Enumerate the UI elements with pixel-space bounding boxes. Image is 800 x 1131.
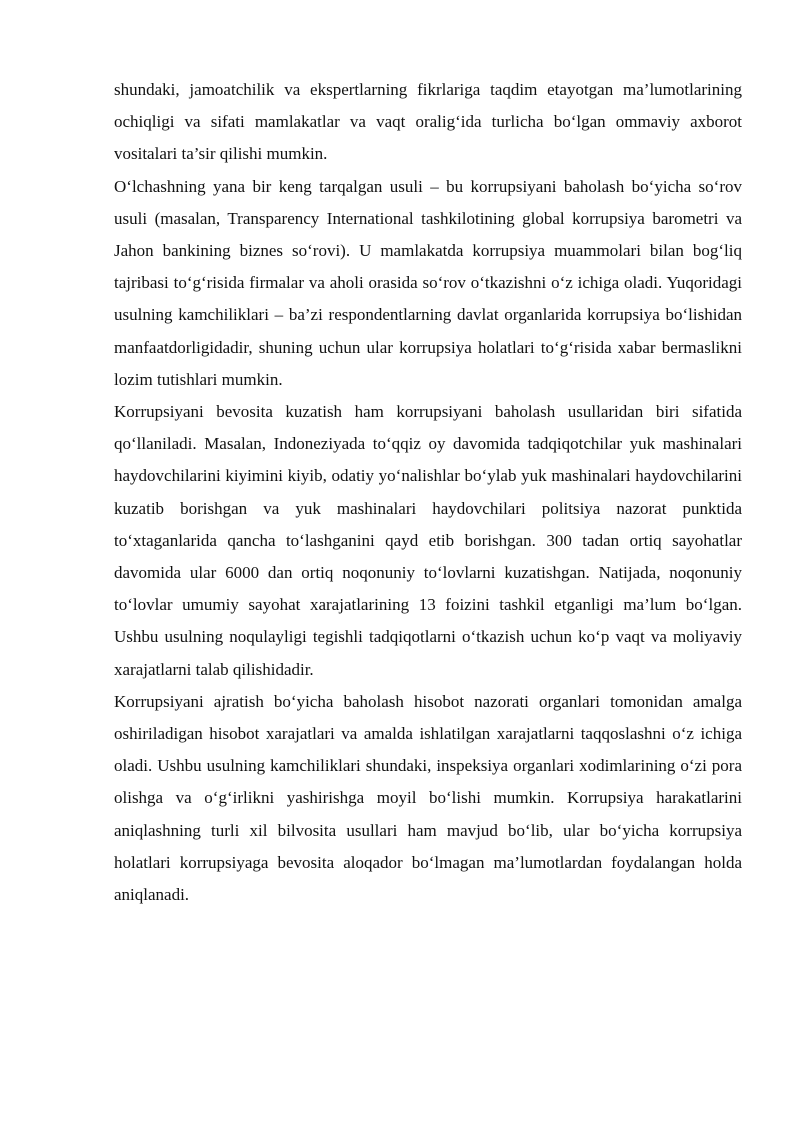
paragraph-2: O‘lchashning yana bir keng tarqalgan usuli – bu korrupsiyani baholash bo‘yicha so‘rov usuli (masalan, Transparency International tashkilotining global korrupsiya barometri va Jahon bankining biznes so‘rovi). U mamlakatda korrupsiya muammolari bilan bog‘liq tajribasi to‘g‘risida firmalar va aholi orasida so‘rov o‘tkazishni o‘z ichiga oladi. Yuqoridagi usulning kamchiliklari – ba’zi respondentlarning davlat organlarida korrupsiya bo‘lishidan manfaatdorligidadir, shuning uchun ular korrupsiya holatlari to‘g‘risida xabar bermaslikni lozim tutishlari mumkin. [114, 176, 742, 389]
paragraph-1: shundaki, jamoatchilik va ekspertlarning fikrlariga taqdim etayotgan ma’lumotlarining ochiqligi va sifati mamlakatlar va vaqt oralig‘ida turlicha bo‘lgan ommaviy axborot vositalari ta’sir qilishi mumkin. [114, 80, 742, 164]
document-body [114, 74, 742, 911]
paragraph-3: Korrupsiyani bevosita kuzatish ham korrupsiyani baholash usullaridan biri sifatida qo‘llaniladi. Masalan, Indoneziyada to‘qqiz oy davomida tadqiqotchilar yuk mashinalari haydovchilarini kiyimini kiyib, odatiy yo‘nalishlar bo‘ylab yuk mashinalari haydovchilarini kuzatib borishgan va yuk mashinalari haydovchilari politsiya nazorat punktida to‘xtaganlarida qancha to‘lashganini qayd etib borishgan. 300 tadan ortiq sayohatlar davomida ular 6000 dan ortiq noqonuniy to‘lovlarni kuzatishgan. Natijada, noqonuniy to‘lovlar umumiy sayohat xarajatlarining 13 foizini tashkil etganligi ma’lum bo‘lgan. Ushbu usulning noqulayligi tegishli tadqiqotlarni o‘tkazish uchun ko‘p vaqt va moliyaviy xarajatlarni talab qilishidadir. [114, 402, 742, 679]
paragraph-4: Korrupsiyani ajratish bo‘yicha baholash hisobot nazorati organlari tomonidan amalga oshiriladigan hisobot xarajatlari va amalda ishlatilgan xarajatlarni taqqoslashni o‘z ichiga oladi. Ushbu usulning kamchiliklari shundaki, inspeksiya organlari xodimlarining o‘zi pora olishga va o‘g‘irlikni yashirishga moyil bo‘lishi mumkin. Korrupsiya harakatlarini aniqlashning turli xil bilvosita usullari ham mavjud bo‘lib, ular bo‘yicha korrupsiya holatlari korrupsiyaga bevosita aloqador bo‘lmagan ma’lumotlardan foydalangan holda aniqlanadi. [114, 691, 742, 905]
